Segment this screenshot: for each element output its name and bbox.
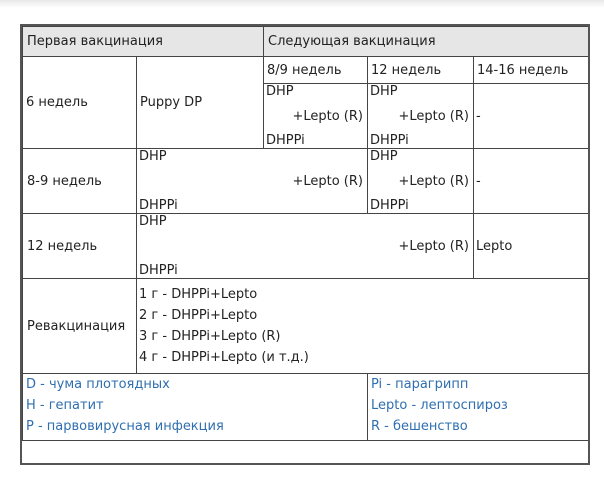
age-6-weeks: 6 недель: [23, 57, 137, 149]
cell-8-9w-14-16w: -: [474, 149, 589, 214]
legend-item: D - чума плотоядных: [26, 377, 170, 392]
cell-bot: DHPPi: [370, 133, 409, 148]
cell-top: DHP: [370, 149, 398, 164]
cell-mid: +Lepto (R): [398, 108, 469, 124]
cell-mid: +Lepto (R): [292, 108, 363, 124]
cell-top: DHP: [266, 84, 294, 99]
cell-bot: DHPPi: [266, 133, 305, 148]
header-first-vaccination: Первая вакцинация: [23, 27, 264, 57]
cell-top: DHP: [139, 149, 167, 164]
legend-item: P - парвовирусная инфекция: [26, 419, 224, 434]
revac-item: 1 г - DHPPi+Lepto: [139, 287, 258, 302]
header-row: [23, 27, 589, 57]
cell-8-9w-12w: [368, 149, 474, 214]
legend-left: [23, 374, 368, 441]
subheader-row: [23, 57, 589, 84]
cell-6w-8-9w: [264, 84, 368, 149]
vaccination-table: [22, 26, 589, 441]
cell-bot: DHPPi: [139, 198, 178, 213]
row-12-weeks: [23, 214, 589, 279]
subheader-12-weeks: 12 недель: [368, 57, 474, 84]
row-revaccination: [23, 279, 589, 374]
revac-item: 4 г - DHPPi+Lepto (и т.д.): [139, 350, 309, 365]
cell-top: DHP: [370, 84, 398, 99]
age-8-9-weeks: 8-9 недель: [23, 149, 137, 214]
subheader-8-9-weeks: 8/9 недель: [264, 57, 368, 84]
cell-mid: +Lepto (R): [398, 173, 469, 189]
revac-item: 3 г - DHPPi+Lepto (R): [139, 329, 281, 344]
cell-8-9w-span: [137, 149, 368, 214]
legend-right: [368, 374, 589, 441]
age-12-weeks: 12 недель: [23, 214, 137, 279]
cell-12w-span: [137, 214, 474, 279]
cell-12w-14-16w: Lepto: [474, 214, 589, 279]
legend-item: R - бешенство: [371, 419, 468, 434]
vaccine-puppy-dp: Puppy DP: [137, 57, 264, 149]
revaccination-label: Ревакцинация: [23, 279, 137, 374]
legend-item: Pi - парагрипп: [371, 377, 469, 392]
legend-row: [23, 374, 589, 441]
cell-top: DHP: [139, 214, 167, 229]
subheader-14-16-weeks: 14-16 недель: [474, 57, 589, 84]
cell-bot: DHPPi: [370, 198, 409, 213]
revaccination-schedule: [137, 279, 589, 374]
cell-6w-14-16w: -: [474, 84, 589, 149]
header-next-vaccination: Следующая вакцинация: [264, 27, 589, 57]
cell-mid: +Lepto (R): [398, 238, 469, 254]
top-strip: [0, 0, 604, 8]
vaccination-table-frame: [20, 24, 590, 465]
row-8-9-weeks: [23, 149, 589, 214]
cell-6w-12w: [368, 84, 474, 149]
revac-item: 2 г - DHPPi+Lepto: [139, 308, 258, 323]
legend-item: H - гепатит: [26, 398, 104, 413]
legend-item: Lepto - лептоспироз: [371, 398, 508, 413]
cell-mid: +Lepto (R): [292, 173, 363, 189]
cell-bot: DHPPi: [139, 263, 178, 278]
